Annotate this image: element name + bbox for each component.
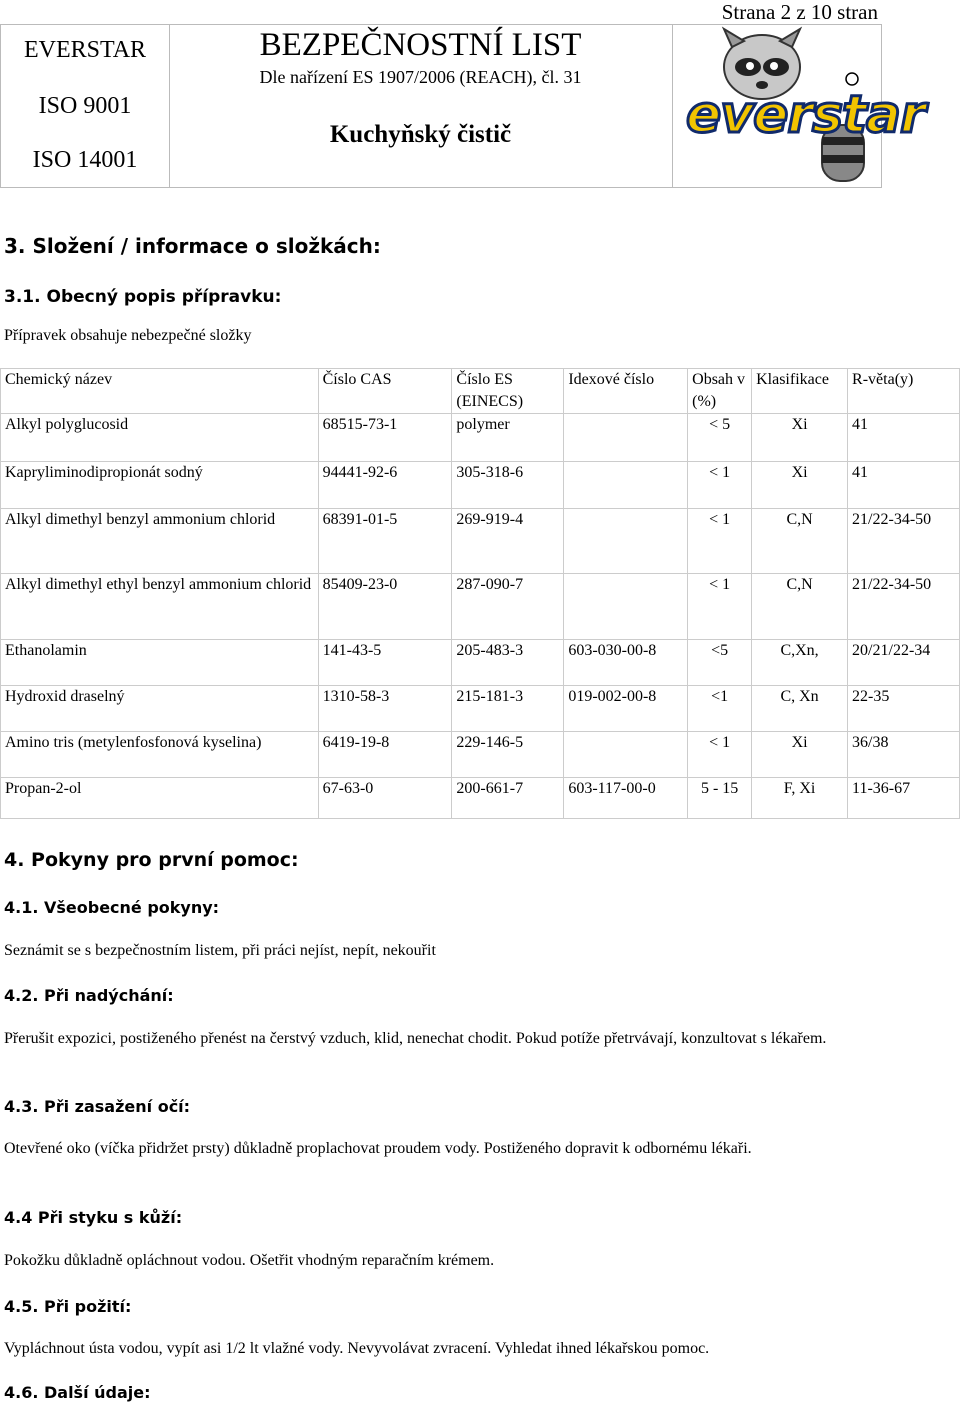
col-cas: Číslo CAS: [318, 369, 452, 414]
table-cell: Propan-2-ol: [1, 778, 319, 819]
table-cell: [564, 414, 688, 462]
table-cell: Alkyl dimethyl ethyl benzyl ammonium chlorid: [1, 574, 319, 640]
header-middle: [169, 25, 673, 187]
s4-3-text: Otevřené oko (víčka přidržet prsty) důkladně proplachovat proudem vody. Postiženého dopravit k odbornému lékaři.: [4, 1140, 752, 1157]
table-cell: Xi: [752, 414, 848, 462]
header-logo: [672, 25, 925, 187]
table-row: [1, 640, 960, 686]
table-cell: 41: [848, 462, 960, 509]
table-cell: 229-146-5: [452, 732, 564, 778]
s4-3-heading: 4.3. Při zasažení očí:: [4, 1097, 191, 1116]
table-row: [1, 509, 960, 574]
table-cell: 200-661-7: [452, 778, 564, 819]
s4-4-heading: 4.4 Při styku s kůží:: [4, 1208, 183, 1227]
table-cell: 41: [848, 414, 960, 462]
table-cell: [564, 732, 688, 778]
s4-4-text: Pokožku důkladně opláchnout vodou. Ošetřit vhodným reparačním krémem.: [4, 1252, 495, 1269]
table-cell: Xi: [752, 732, 848, 778]
table-header-row: [1, 369, 960, 414]
regulation-text: Dle nařízení ES 1907/2006 (REACH), čl. 31: [259, 67, 582, 87]
section4-title: 4. Pokyny pro první pomoc:: [4, 849, 299, 871]
s4-2-heading: 4.2. Při nadýchání:: [4, 986, 174, 1005]
table-cell: 6419-19-8: [318, 732, 452, 778]
table-cell: 1310-58-3: [318, 686, 452, 732]
table-row: [1, 732, 960, 778]
table-cell: [564, 574, 688, 640]
table-row: [1, 686, 960, 732]
table-cell: 141-43-5: [318, 640, 452, 686]
table-cell: 215-181-3: [452, 686, 564, 732]
table-cell: 5 - 15: [688, 778, 752, 819]
section3-sub1: 3.1. Obecný popis přípravku:: [4, 287, 282, 307]
table-cell: Alkyl polyglucosid: [1, 414, 319, 462]
product-name: Kuchyňský čistič: [329, 121, 512, 148]
composition-table: [0, 368, 960, 819]
table-cell: F, Xi: [752, 778, 848, 819]
table-cell: < 1: [688, 732, 752, 778]
table-cell: 019-002-00-8: [564, 686, 688, 732]
table-cell: 85409-23-0: [318, 574, 452, 640]
table-cell: <5: [688, 640, 752, 686]
table-cell: 603-030-00-8: [564, 640, 688, 686]
table-cell: < 1: [688, 462, 752, 509]
table-cell: Amino tris (metylenfosfonová kyselina): [1, 732, 319, 778]
s4-5-text: Vypláchnout ústa vodou, vypít asi 1/2 lt vlažné vody. Nevyvolávat zvracení. Vyhledat ihned lékařskou pomoc.: [4, 1340, 710, 1357]
table-cell: [564, 462, 688, 509]
logo-wordmark: everstar: [686, 85, 925, 145]
table-cell: 287-090-7: [452, 574, 564, 640]
table-cell: Ethanolamin: [1, 640, 319, 686]
table-cell: 11-36-67: [848, 778, 960, 819]
table-cell: C,N: [752, 509, 848, 574]
table-cell: 20/21/22-34: [848, 640, 960, 686]
table-cell: 94441-92-6: [318, 462, 452, 509]
table-cell: 21/22-34-50: [848, 509, 960, 574]
table-cell: polymer: [452, 414, 564, 462]
table-cell: 22-35: [848, 686, 960, 732]
col-chemical-name: Chemický název: [1, 369, 319, 414]
table-cell: < 5: [688, 414, 752, 462]
col-index: Idexové číslo: [564, 369, 688, 414]
table-cell: <1: [688, 686, 752, 732]
table-cell: Xi: [752, 462, 848, 509]
table-cell: C,Xn,: [752, 640, 848, 686]
table-cell: 68391-01-5: [318, 509, 452, 574]
table-cell: 305-318-6: [452, 462, 564, 509]
table-cell: Kapryliminodipropionát sodný: [1, 462, 319, 509]
page-number: Strana 2 z 10 stran: [721, 0, 878, 24]
s4-5-heading: 4.5. Při požití:: [4, 1297, 132, 1316]
table-cell: C,N: [752, 574, 848, 640]
header-left: [1, 25, 170, 187]
iso-14001: ISO 14001: [32, 147, 138, 173]
table-cell: 68515-73-1: [318, 414, 452, 462]
table-cell: 269-919-4: [452, 509, 564, 574]
company-name: EVERSTAR: [23, 37, 147, 63]
table-cell: Alkyl dimethyl benzyl ammonium chlorid: [1, 509, 319, 574]
table-row: [1, 414, 960, 462]
table-cell: < 1: [688, 509, 752, 574]
col-r-phrases: R-věta(y): [848, 369, 960, 414]
table-row: [1, 778, 960, 819]
s4-1-text: Seznámit se s bezpečnostním listem, při práci nejíst, nepít, nekouřit: [4, 942, 436, 959]
s4-1-heading: 4.1. Všeobecné pokyny:: [4, 898, 220, 917]
table-cell: 205-483-3: [452, 640, 564, 686]
section3-intro: Přípravek obsahuje nebezpečné složky: [4, 327, 252, 344]
table-cell: 36/38: [848, 732, 960, 778]
table-cell: 67-63-0: [318, 778, 452, 819]
col-es: Číslo ES (EINECS): [452, 369, 564, 414]
col-classification: Klasifikace: [752, 369, 848, 414]
table-cell: C, Xn: [752, 686, 848, 732]
table-cell: Hydroxid draselný: [1, 686, 319, 732]
table-cell: [564, 509, 688, 574]
table-cell: < 1: [688, 574, 752, 640]
table-cell: 603-117-00-0: [564, 778, 688, 819]
document-header: [0, 24, 925, 188]
col-content: Obsah v (%): [688, 369, 752, 414]
document-title: BEZPEČNOSTNÍ LIST: [259, 27, 582, 63]
s4-6-heading: 4.6. Další údaje:: [4, 1383, 151, 1402]
table-row: [1, 574, 960, 640]
table-row: [1, 462, 960, 509]
table-cell: 21/22-34-50: [848, 574, 960, 640]
section3-title: 3. Složení / informace o složkách:: [4, 234, 381, 258]
s4-2-text: Přerušit expozici, postiženého přenést na čerstvý vzduch, klid, nenechat chodit. Pokud potíže přetrvávají, konzultovat s lékařem.: [4, 1030, 827, 1047]
iso-9001: ISO 9001: [38, 93, 132, 119]
